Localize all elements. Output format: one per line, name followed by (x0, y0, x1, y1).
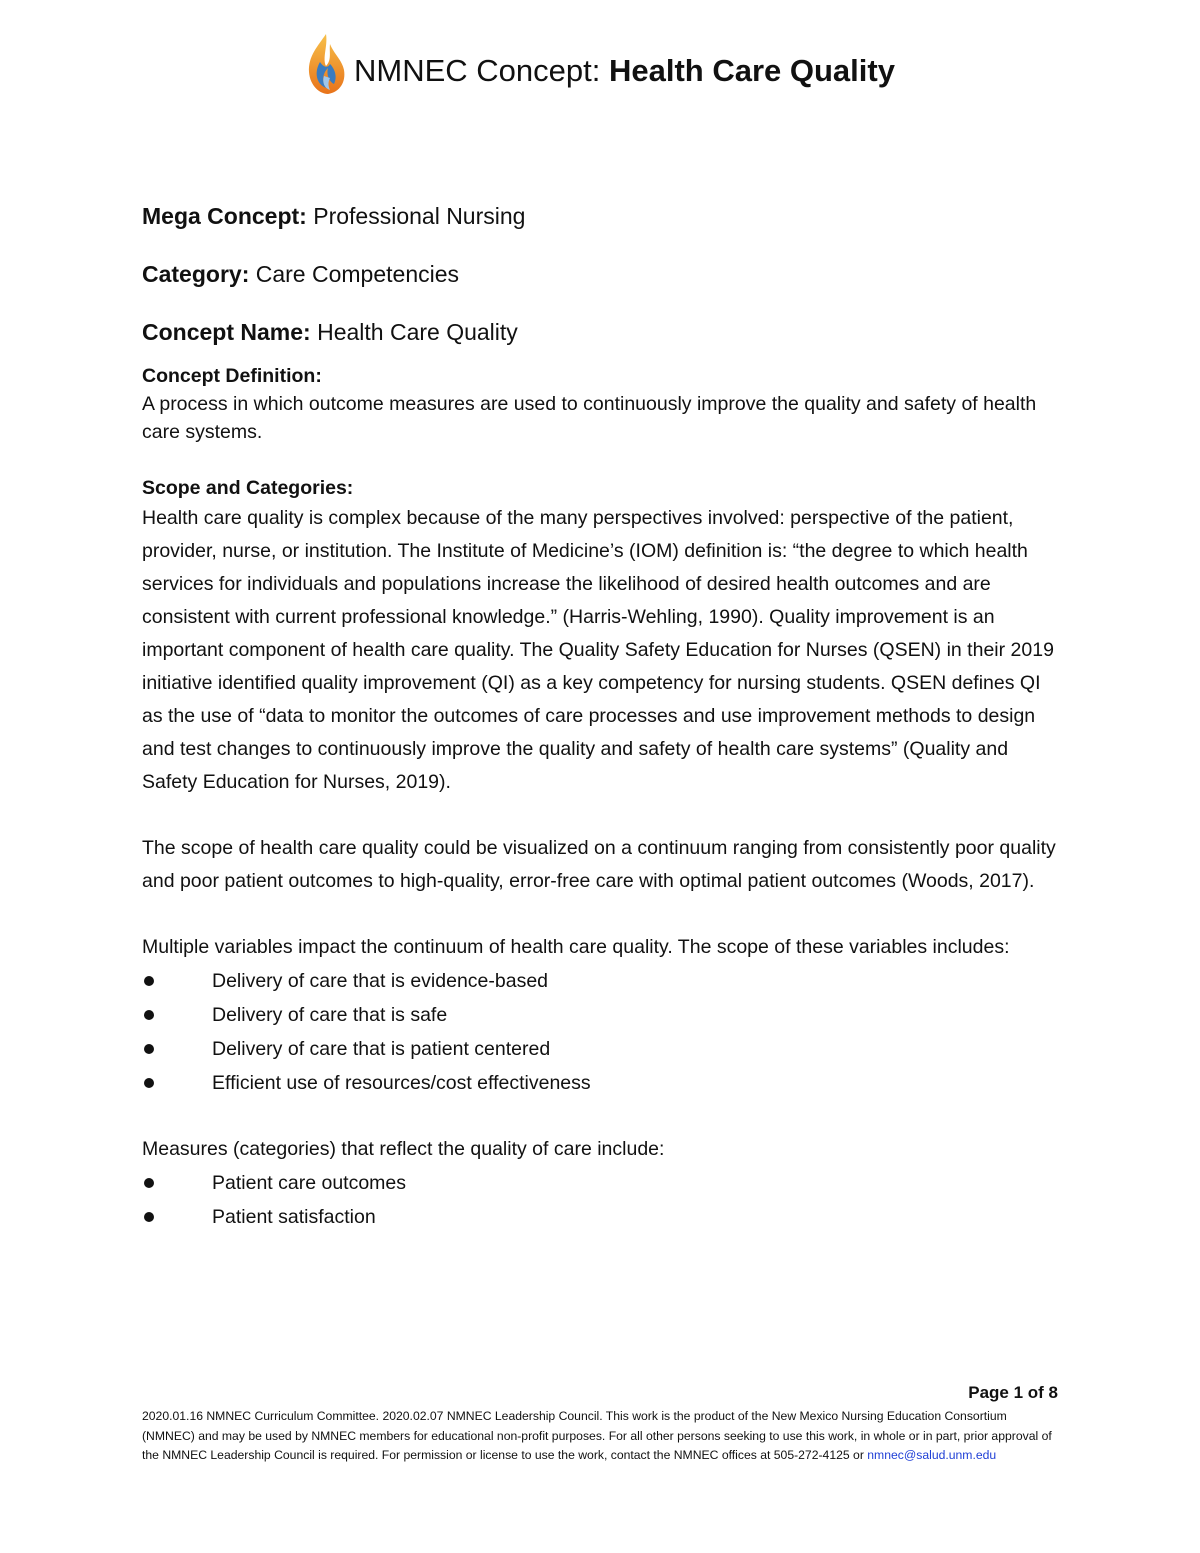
category-line (142, 258, 1057, 290)
document-body (142, 200, 1057, 1234)
list-item: Efficient use of resources/cost effectiveness (142, 1066, 1057, 1100)
scope-paragraph-2: The scope of health care quality could be visualized on a continuum ranging from consistently poor quality and poor patient outcomes to high-quality, error-free care with optimal patient outcomes (Woods, 2017). (142, 837, 1056, 892)
bullet-icon (144, 1044, 154, 1054)
variables-list (142, 964, 1057, 1100)
mega-concept-label: Mega Concept: (142, 203, 307, 229)
mega-concept-line (142, 200, 1057, 232)
measures-list (142, 1166, 1057, 1234)
measures-intro: Measures (categories) that reflect the quality of care include: (142, 1138, 665, 1160)
concept-name-value: Health Care Quality (317, 319, 518, 345)
list-item: Patient satisfaction (142, 1200, 1057, 1234)
scope-heading: Scope and Categories: (142, 477, 354, 499)
header-title (354, 53, 895, 89)
scope-paragraph-3: Multiple variables impact the continuum of health care quality. The scope of these variables includes: (142, 936, 1010, 958)
definition-text: A process in which outcome measures are used to continuously improve the quality and safety of health care systems. (142, 393, 1037, 443)
document-header (300, 30, 895, 100)
concept-name-line (142, 316, 1057, 348)
bullet-icon (144, 976, 154, 986)
bullet-icon (144, 1010, 154, 1020)
bullet-icon (144, 1078, 154, 1088)
concept-name-label: Concept Name: (142, 319, 311, 345)
header-title-prefix: NMNEC Concept: (354, 53, 601, 88)
page-number: Page 1 of 8 (968, 1383, 1058, 1402)
footer-email-link[interactable]: nmnec@salud.unm.edu (867, 1448, 997, 1462)
category-value: Care Competencies (255, 261, 460, 287)
flame-logo-icon (300, 32, 350, 98)
footer-notice (142, 1407, 1062, 1466)
list-item: Delivery of care that is evidence-based (142, 964, 1057, 998)
definition-heading: Concept Definition: (142, 365, 322, 387)
list-item: Delivery of care that is patient centered (142, 1032, 1057, 1066)
bullet-icon (144, 1178, 154, 1188)
category-label: Category: (142, 261, 250, 287)
header-title-concept: Health Care Quality (608, 53, 895, 88)
bullet-icon (144, 1212, 154, 1222)
scope-paragraph-1: Health care quality is complex because of the many perspectives involved: perspective of the patient, provider, nurse, or institution. The Institute of Medicine’s (IOM) definition is: “the degree to which health services for individuals and populations increase the likelihood of desired health outcomes and are consistent with current professional knowledge.” (Harris-Wehling, 1990). Quality improvement is an important component of health care quality. The Quality Safety Education for Nurses (QSEN) in their 2019 initiative identified quality improvement (QI) as a key competency for nursing students. QSEN defines QI as the use of “data to monitor the outcomes of care processes and use improvement methods to design and test changes to continuously improve the quality and safety of health care systems” (Quality and Safety Education for Nurses, 2019). (142, 507, 1054, 793)
mega-concept-value: Professional Nursing (313, 203, 526, 229)
list-item: Delivery of care that is safe (142, 998, 1057, 1032)
list-item: Patient care outcomes (142, 1166, 1057, 1200)
footer-text: 2020.01.16 NMNEC Curriculum Committee. 2020.02.07 NMNEC Leadership Council. This work is the product of the New Mexico Nursing Education Consortium (NMNEC) and may be used by NMNEC members for educational non-profit purposes. For all other persons seeking to use this work, in whole or in part, prior approval of the NMNEC Leadership Council is required. For permission or license to use the work, contact the NMNEC offices at 505-272-4125 or (142, 1409, 1052, 1462)
